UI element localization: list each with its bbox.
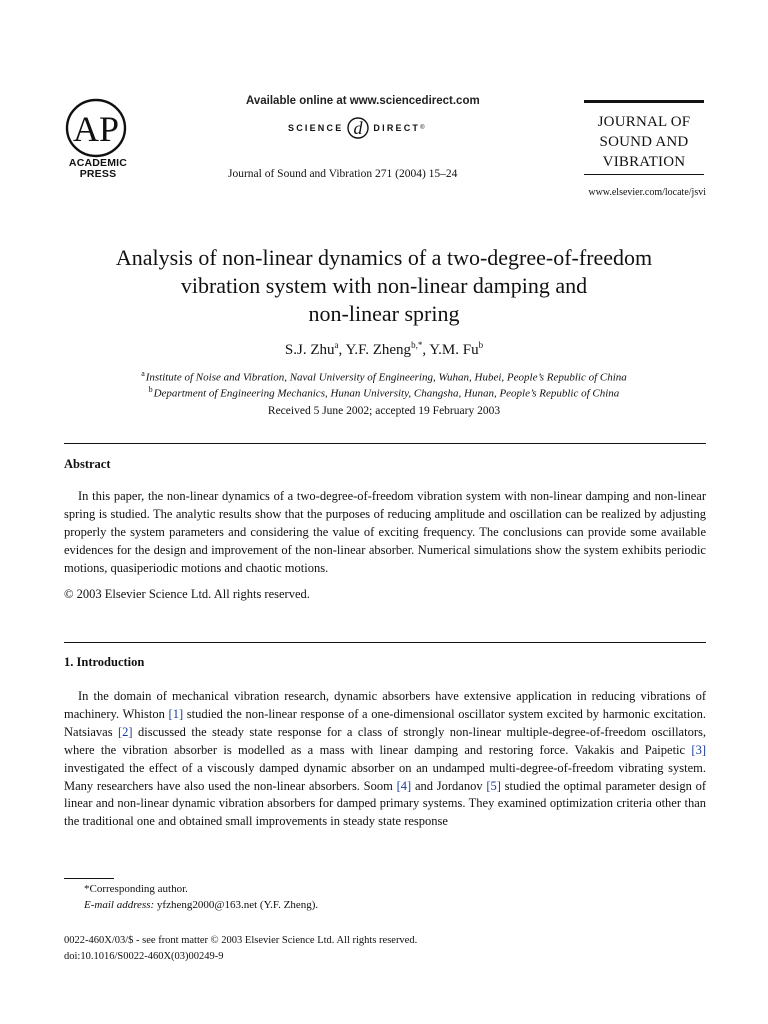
affiliation-a: $^a$ Institute of Noise and Vibration, Naval University of Engineering, Wuhan, Hubei, People’s Republic of China <box>141 369 627 384</box>
section-heading-introduction: 1. Introduction <box>64 655 145 669</box>
sd-right-word: DIRECT <box>373 123 421 133</box>
sd-left-word: SCIENCE <box>288 123 344 133</box>
author-affil-mark: a <box>334 340 339 350</box>
author-name: Y.F. Zheng <box>345 342 412 358</box>
academic-press-logo <box>64 97 128 159</box>
article-title <box>60 244 708 328</box>
citation-link[interactable]: [4] <box>396 778 412 793</box>
citation-link[interactable]: [5] <box>486 778 501 793</box>
title-line2: vibration system with non-linear damping and <box>180 273 588 298</box>
svg-text:d: d <box>353 118 363 138</box>
affil-mark: a <box>141 369 145 378</box>
corresponding-author-note: *Corresponding author. <box>84 883 188 895</box>
citation-link[interactable]: [3] <box>691 742 706 757</box>
email-address[interactable]: yfzheng2000@163.net (Y.F. Zheng). <box>154 899 319 911</box>
journal-title-line1: JOURNAL OF <box>597 114 691 130</box>
received-dates: Received 5 June 2002; accepted 19 February 2003 <box>267 405 501 417</box>
logo-text: AP <box>72 109 120 149</box>
front-matter-line: 0022-460X/03/$ - see front matter © 2003 Elsevier Science Ltd. All rights reserved. <box>64 935 418 946</box>
email-note <box>84 899 318 911</box>
introduction-paragraph: In the domain of mechanical vibration research, dynamic absorbers have extensive application in reducing vibrations of machinery. Whiston [1] studied the non-linear response of a one-dimensional oscillator system excited by harmonic excitation. Natsiavas [2] discussed the steady state response for a class of strongly non-linear multiple-degree-of-freedom oscillators, where the vibration absorber is modelled as a mass with linear damping and restoring force. Vakakis and Paipetic [3] investigated the effect of a viscously damped dynamic absorber on an undamped multi-degree-of-freedom vibrating system. Many researchers have also used the non-linear absorbers. Soom [4] and Jordanov [5] studied the optimal parameter design of linear and non-linear dynamic vibration absorbers for damped primary systems. They examined optimization criteria other than the traditional one and obtained small improvements in steady state response <box>64 689 707 829</box>
doi-line[interactable]: doi:10.1016/S0022-460X(03)00249-9 <box>64 951 224 962</box>
publisher-name-line1: ACADEMIC <box>68 157 128 169</box>
title-line3: non-linear spring <box>308 301 460 326</box>
abstract-rule-bottom <box>64 642 706 643</box>
journal-citation: Journal of Sound and Vibration 271 (2004) 15–24 <box>228 168 458 180</box>
abstract-text: In this paper, the non-linear dynamics of a two-degree-of-freedom vibration system with non-linear damping and non-linear spring is studied. The analytic results show that the purposes of reducing amplitude and oscillation can be realized by adjusting properly the system parameters and considering the value of exciting frequency. The conclusions can provide some available evidences for the design and improvement of the non-linear absorber. Numerical simulations show the system exhibits periodic motions, quasiperiodic motions and chaotic motions. <box>64 489 706 575</box>
sd-mark-icon <box>345 116 371 140</box>
author-name: Y.M. Fu <box>429 342 479 358</box>
citation-link[interactable]: [1] <box>168 706 184 721</box>
citation-link[interactable]: [2] <box>118 724 133 739</box>
abstract-rule-top <box>64 443 706 444</box>
footnote-rule <box>64 878 114 879</box>
affil-mark: b <box>148 385 153 394</box>
available-online[interactable]: Available online at www.sciencedirect.com <box>246 95 480 107</box>
author-list: S.J. Zhu$^a$, Y.F. Zheng$^{b,*}$, Y.M. Fu$^b$ <box>284 340 484 358</box>
title-line1: Analysis of non-linear dynamics of a two-degree-of-freedom <box>115 245 653 270</box>
publisher-name <box>62 158 134 180</box>
journal-title <box>584 112 704 172</box>
affiliation-b: $^b$ Department of Engineering Mechanics, Hunan University, Changsha, Hunan, People’s Republic of China <box>148 385 620 400</box>
abstract-copyright: © 2003 Elsevier Science Ltd. All rights reserved. <box>64 587 310 601</box>
author-affil-mark: b <box>478 340 484 350</box>
author-affil-mark: b,* <box>411 340 423 350</box>
journal-title-line3: VIBRATION <box>602 154 686 170</box>
publisher-name-line2: PRESS <box>79 168 117 180</box>
abstract-heading: Abstract <box>64 457 111 471</box>
author-name: S.J. Zhu <box>284 342 335 358</box>
sciencedirect-logo[interactable] <box>288 116 425 140</box>
journal-title-rule-bottom <box>584 174 704 175</box>
journal-title-line2: SOUND AND <box>599 134 689 150</box>
email-label: E-mail address: <box>84 899 155 911</box>
journal-url[interactable]: www.elsevier.com/locate/jsvi <box>588 187 706 198</box>
sd-registered: ® <box>420 125 425 131</box>
journal-title-rule-top <box>584 100 704 103</box>
